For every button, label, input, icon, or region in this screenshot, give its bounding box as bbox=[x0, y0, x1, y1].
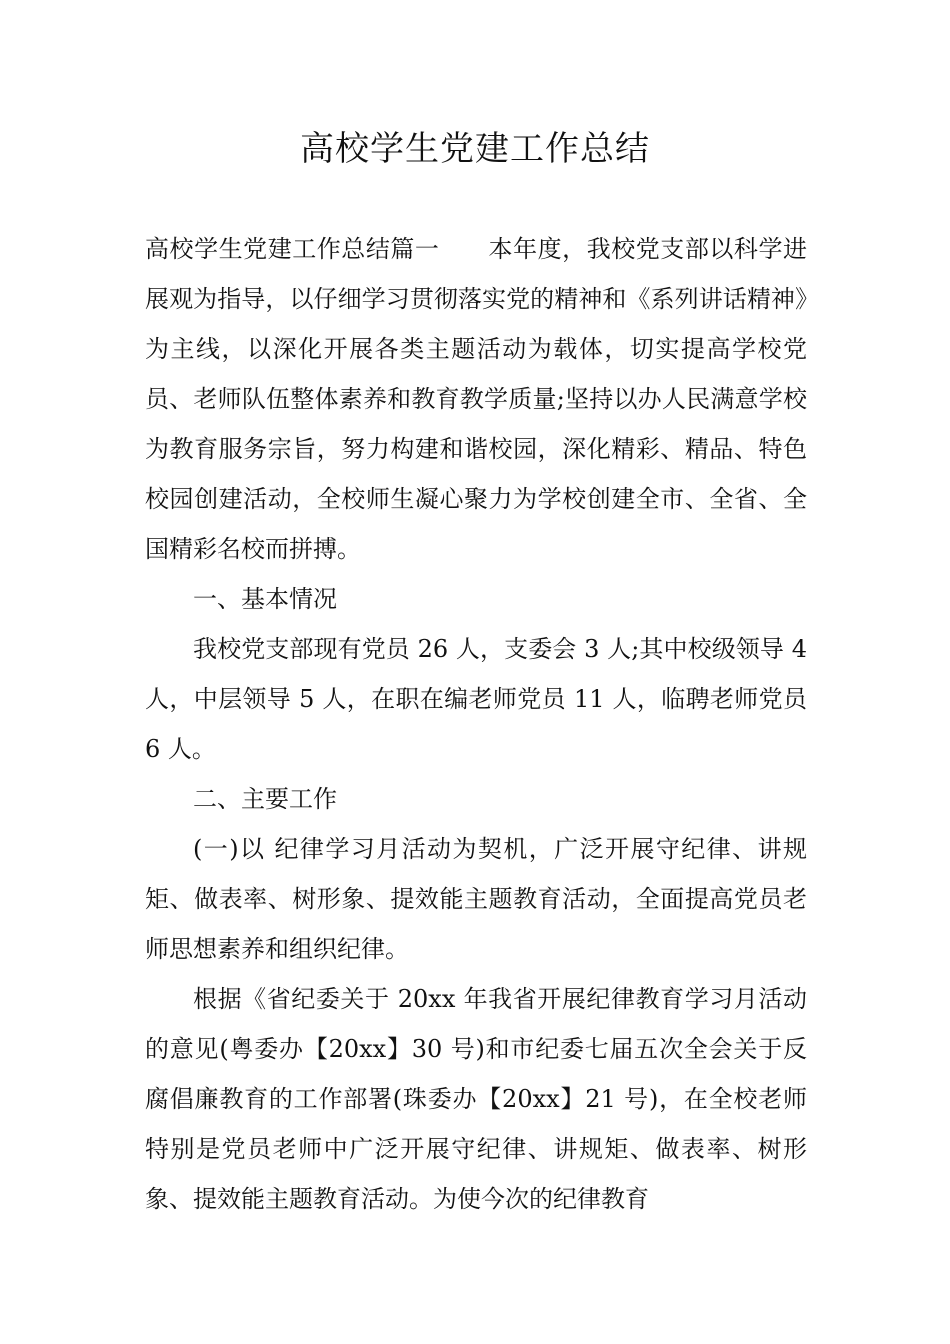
document-body bbox=[145, 224, 807, 1224]
section-heading-main-work: 二、主要工作 bbox=[193, 785, 337, 813]
main-work-detail-paragraph: 根据《省纪委关于 20xx 年我省开展纪律教育学习月活动的意见(粤委办【20xx】30 号)和市纪委七届五次全会关于反腐倡廉教育的工作部署(珠委办【20xx】21 号)，在全校老师特别是党员老师中广泛开展守纪律、讲规矩、做表率、树形象、提效能主题教育活动。为使今次的纪律教育 bbox=[145, 985, 807, 1213]
main-work-item-1: (一)以 纪律学习月活动为契机，广泛开展守纪律、讲规矩、做表率、树形象、提效能主题教育活动，全面提高党员老师思想素养和组织纪律。 bbox=[145, 835, 807, 963]
intro-paragraph: 高校学生党建工作总结篇一 本年度，我校党支部以科学进展观为指导，以仔细学习贯彻落实党的精神和《系列讲话精神》为主线，以深化开展各类主题活动为载体，切实提高学校党员、老师队伍整体素养和教育教学质量;坚持以办人民满意学校 为教育服务宗旨，努力构建和谐校园，深化精彩、精品、特色校园创建活动，全校师生凝心聚力为学校创建全市、全省、全国精彩名校而拼搏。 bbox=[145, 235, 807, 563]
document-title: 高校学生党建工作总结 bbox=[300, 129, 650, 169]
section-heading-basic-situation: 一、基本情况 bbox=[193, 585, 337, 613]
basic-situation-paragraph: 我校党支部现有党员 26 人，支委会 3 人;其中校级领导 4 人，中层领导 5 人，在职在编老师党员 11 人，临聘老师党员 6 人。 bbox=[145, 635, 807, 763]
